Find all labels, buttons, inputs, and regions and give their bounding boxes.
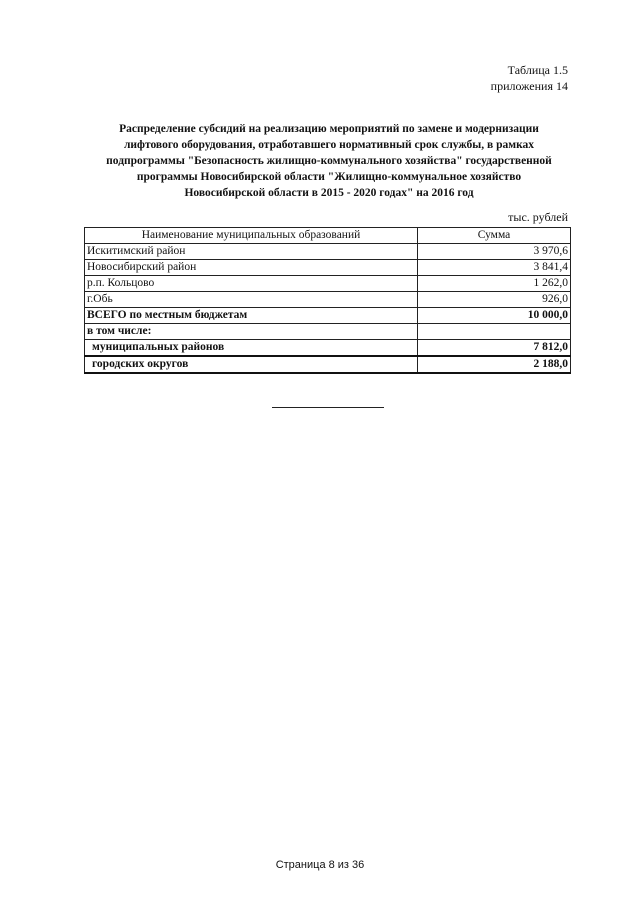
row-value: 7 812,0 xyxy=(418,340,571,357)
row-name: Искитимский район xyxy=(85,244,418,260)
row-name: р.п. Кольцово xyxy=(85,276,418,292)
title-line: подпрограммы "Безопасность жилищно-коммунального хозяйства" государственной xyxy=(106,155,552,167)
row-value: 3 841,4 xyxy=(418,260,571,276)
row-value: 3 970,6 xyxy=(418,244,571,260)
title-line: программы Новосибирской области "Жилищно-коммунальное хозяйство xyxy=(136,171,522,183)
row-value: 2 188,0 xyxy=(418,356,571,373)
page-number: Страница 8 из 36 xyxy=(275,859,365,871)
row-name: ВСЕГО по местным бюджетам xyxy=(85,308,418,324)
subsidy-table xyxy=(84,227,571,374)
appendix-label: приложения 14 xyxy=(490,79,568,93)
table-number-label: Таблица 1.5 xyxy=(507,63,568,77)
column-header-name: Наименование муниципальных образований xyxy=(85,228,418,244)
column-header-sum: Сумма xyxy=(418,228,571,244)
table-row xyxy=(85,276,571,292)
row-value: 926,0 xyxy=(418,292,571,308)
row-name: Новосибирский район xyxy=(85,260,418,276)
subtotal-row xyxy=(85,356,571,373)
table-row xyxy=(85,260,571,276)
title-line: Новосибирской области в 2015 - 2020 годах" на 2016 год xyxy=(184,187,474,199)
row-value xyxy=(418,324,571,340)
row-name: в том числе: xyxy=(85,324,418,340)
subtotal-row xyxy=(85,340,571,357)
table-row xyxy=(85,244,571,260)
separator-line xyxy=(272,407,384,408)
row-name: городских округов xyxy=(85,356,418,373)
table-header-row xyxy=(85,228,571,244)
title-line: Распределение субсидий на реализацию мероприятий по замене и модернизации xyxy=(119,123,539,135)
title-line: лифтового оборудования, отработавшего нормативный срок службы, в рамках xyxy=(123,139,535,151)
table-row xyxy=(85,292,571,308)
row-name: муниципальных районов xyxy=(85,340,418,357)
total-row xyxy=(85,308,571,324)
row-value: 1 262,0 xyxy=(418,276,571,292)
row-name: г.Обь xyxy=(85,292,418,308)
document-title xyxy=(86,121,572,201)
units-label: тыс. рублей xyxy=(508,210,568,224)
row-value: 10 000,0 xyxy=(418,308,571,324)
subheading-row xyxy=(85,324,571,340)
